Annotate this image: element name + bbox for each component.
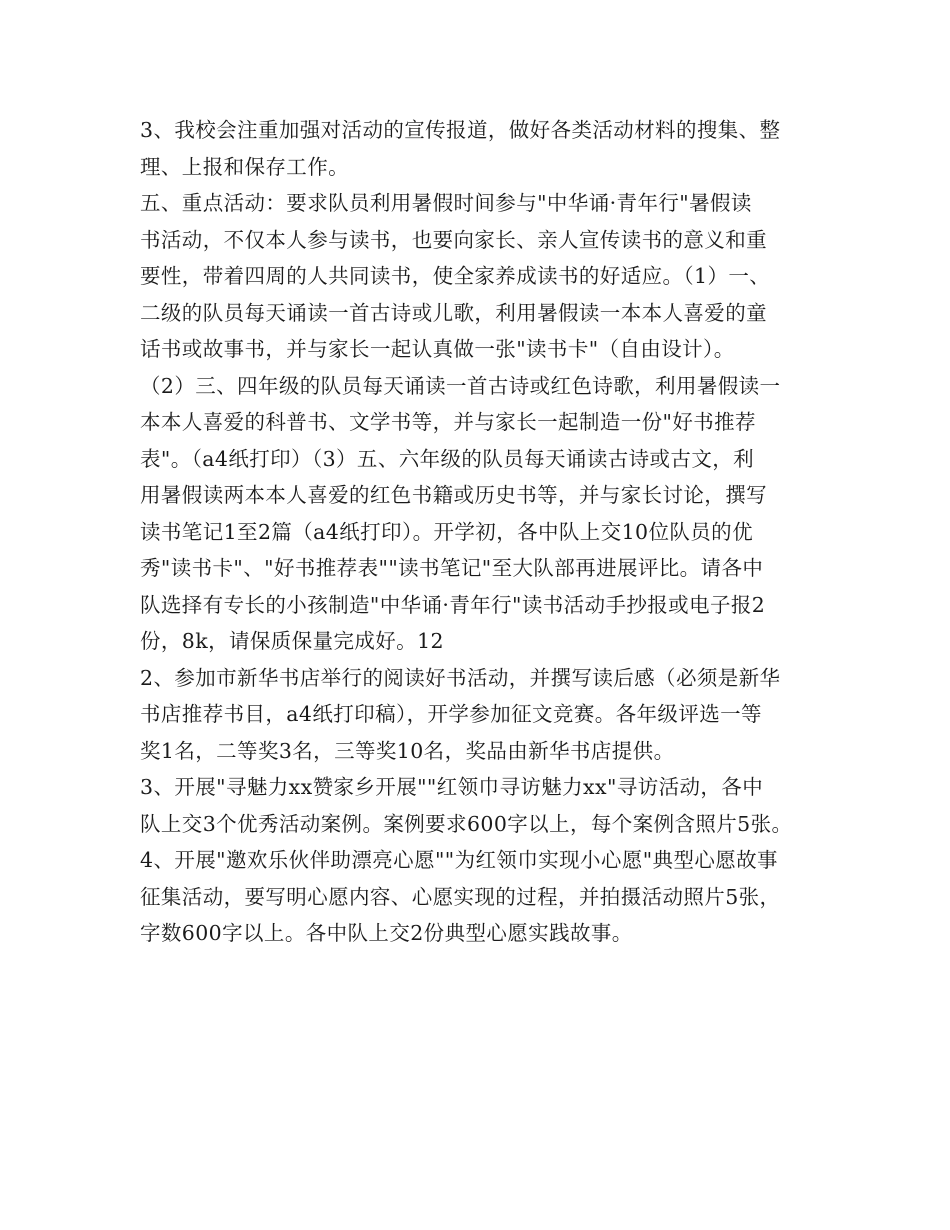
text-line: 本本人喜爱的科普书、文学书等，并与家长一起制造一份"好书推荐 — [140, 410, 756, 434]
text-line: 要性，带着四周的人共同读书，使全家养成读书的好适应。（1）一、 — [140, 264, 771, 288]
text-line: 3、我校会注重加强对活动的宣传报道，做好各类活动材料的搜集、整 — [140, 118, 781, 142]
text-line: 份，8k，请保质保量完成好。12 — [140, 629, 444, 653]
text-line: 五、重点活动：要求队员利用暑假时间参与"中华诵·青年行"暑假读 — [140, 191, 752, 215]
text-line: 理、上报和保存工作。 — [140, 154, 349, 179]
text-line: 队选择有专长的小孩制造"中华诵·青年行"读书活动手抄报或电子报2 — [140, 592, 766, 617]
text-line: 秀"读书卡"、"好书推荐表""读书笔记"至大队部再进展评比。请各中 — [140, 556, 764, 580]
text-line: 书活动，不仅本人参与读书，也要向家长、亲人宣传读书的意义和重 — [140, 227, 767, 252]
text-line: （2）三、四年级的队员每天诵读一首古诗或红色诗歌，利用暑假读一 — [140, 373, 781, 398]
text-line: 2、参加市新华书店举行的阅读好书活动，并撰写读后感（必须是新华 — [140, 665, 781, 690]
text-line: 奖1名，二等奖3名，三等奖10名，奖品由新华书店提供。 — [140, 738, 675, 763]
text-line: 3、开展"寻魅力xx赞家乡开展""红领巾寻访魅力xx"寻访活动，各中 — [140, 775, 764, 799]
text-line: 用暑假读两本本人喜爱的红色书籍或历史书等，并与家长讨论，撰写 — [140, 483, 767, 507]
document-body — [140, 112, 830, 952]
text-line: 字数600字以上。各中队上交2份典型心愿实践故事。 — [140, 921, 633, 945]
text-line: 读书笔记1至2篇（a4纸打印）。开学初，各中队上交10位队员的优 — [140, 519, 753, 544]
text-line: 征集活动，要写明心愿内容、心愿实现的过程，并拍摄活动照片5张， — [140, 884, 781, 909]
text-line: 4、开展"邀欢乐伙伴助漂亮心愿""为红领巾实现小心愿"典型心愿故事 — [140, 848, 778, 872]
text-line: 表"。（a4纸打印）（3）五、六年级的队员每天诵读古诗或古文，利 — [140, 446, 755, 471]
text-line: 二级的队员每天诵读一首古诗或儿歌，利用暑假读一本本人喜爱的童 — [140, 300, 767, 325]
text-line: 话书或故事书，并与家长一起认真做一张"读书卡"（自由设计）。 — [140, 337, 735, 361]
text-line: 书店推荐书目，a4纸打印稿），开学参加征文竞赛。各年级评选一等 — [140, 702, 762, 726]
text-line: 队上交3个优秀活动案例。案例要求600字以上，每个案例含照片5张。 — [140, 811, 793, 836]
